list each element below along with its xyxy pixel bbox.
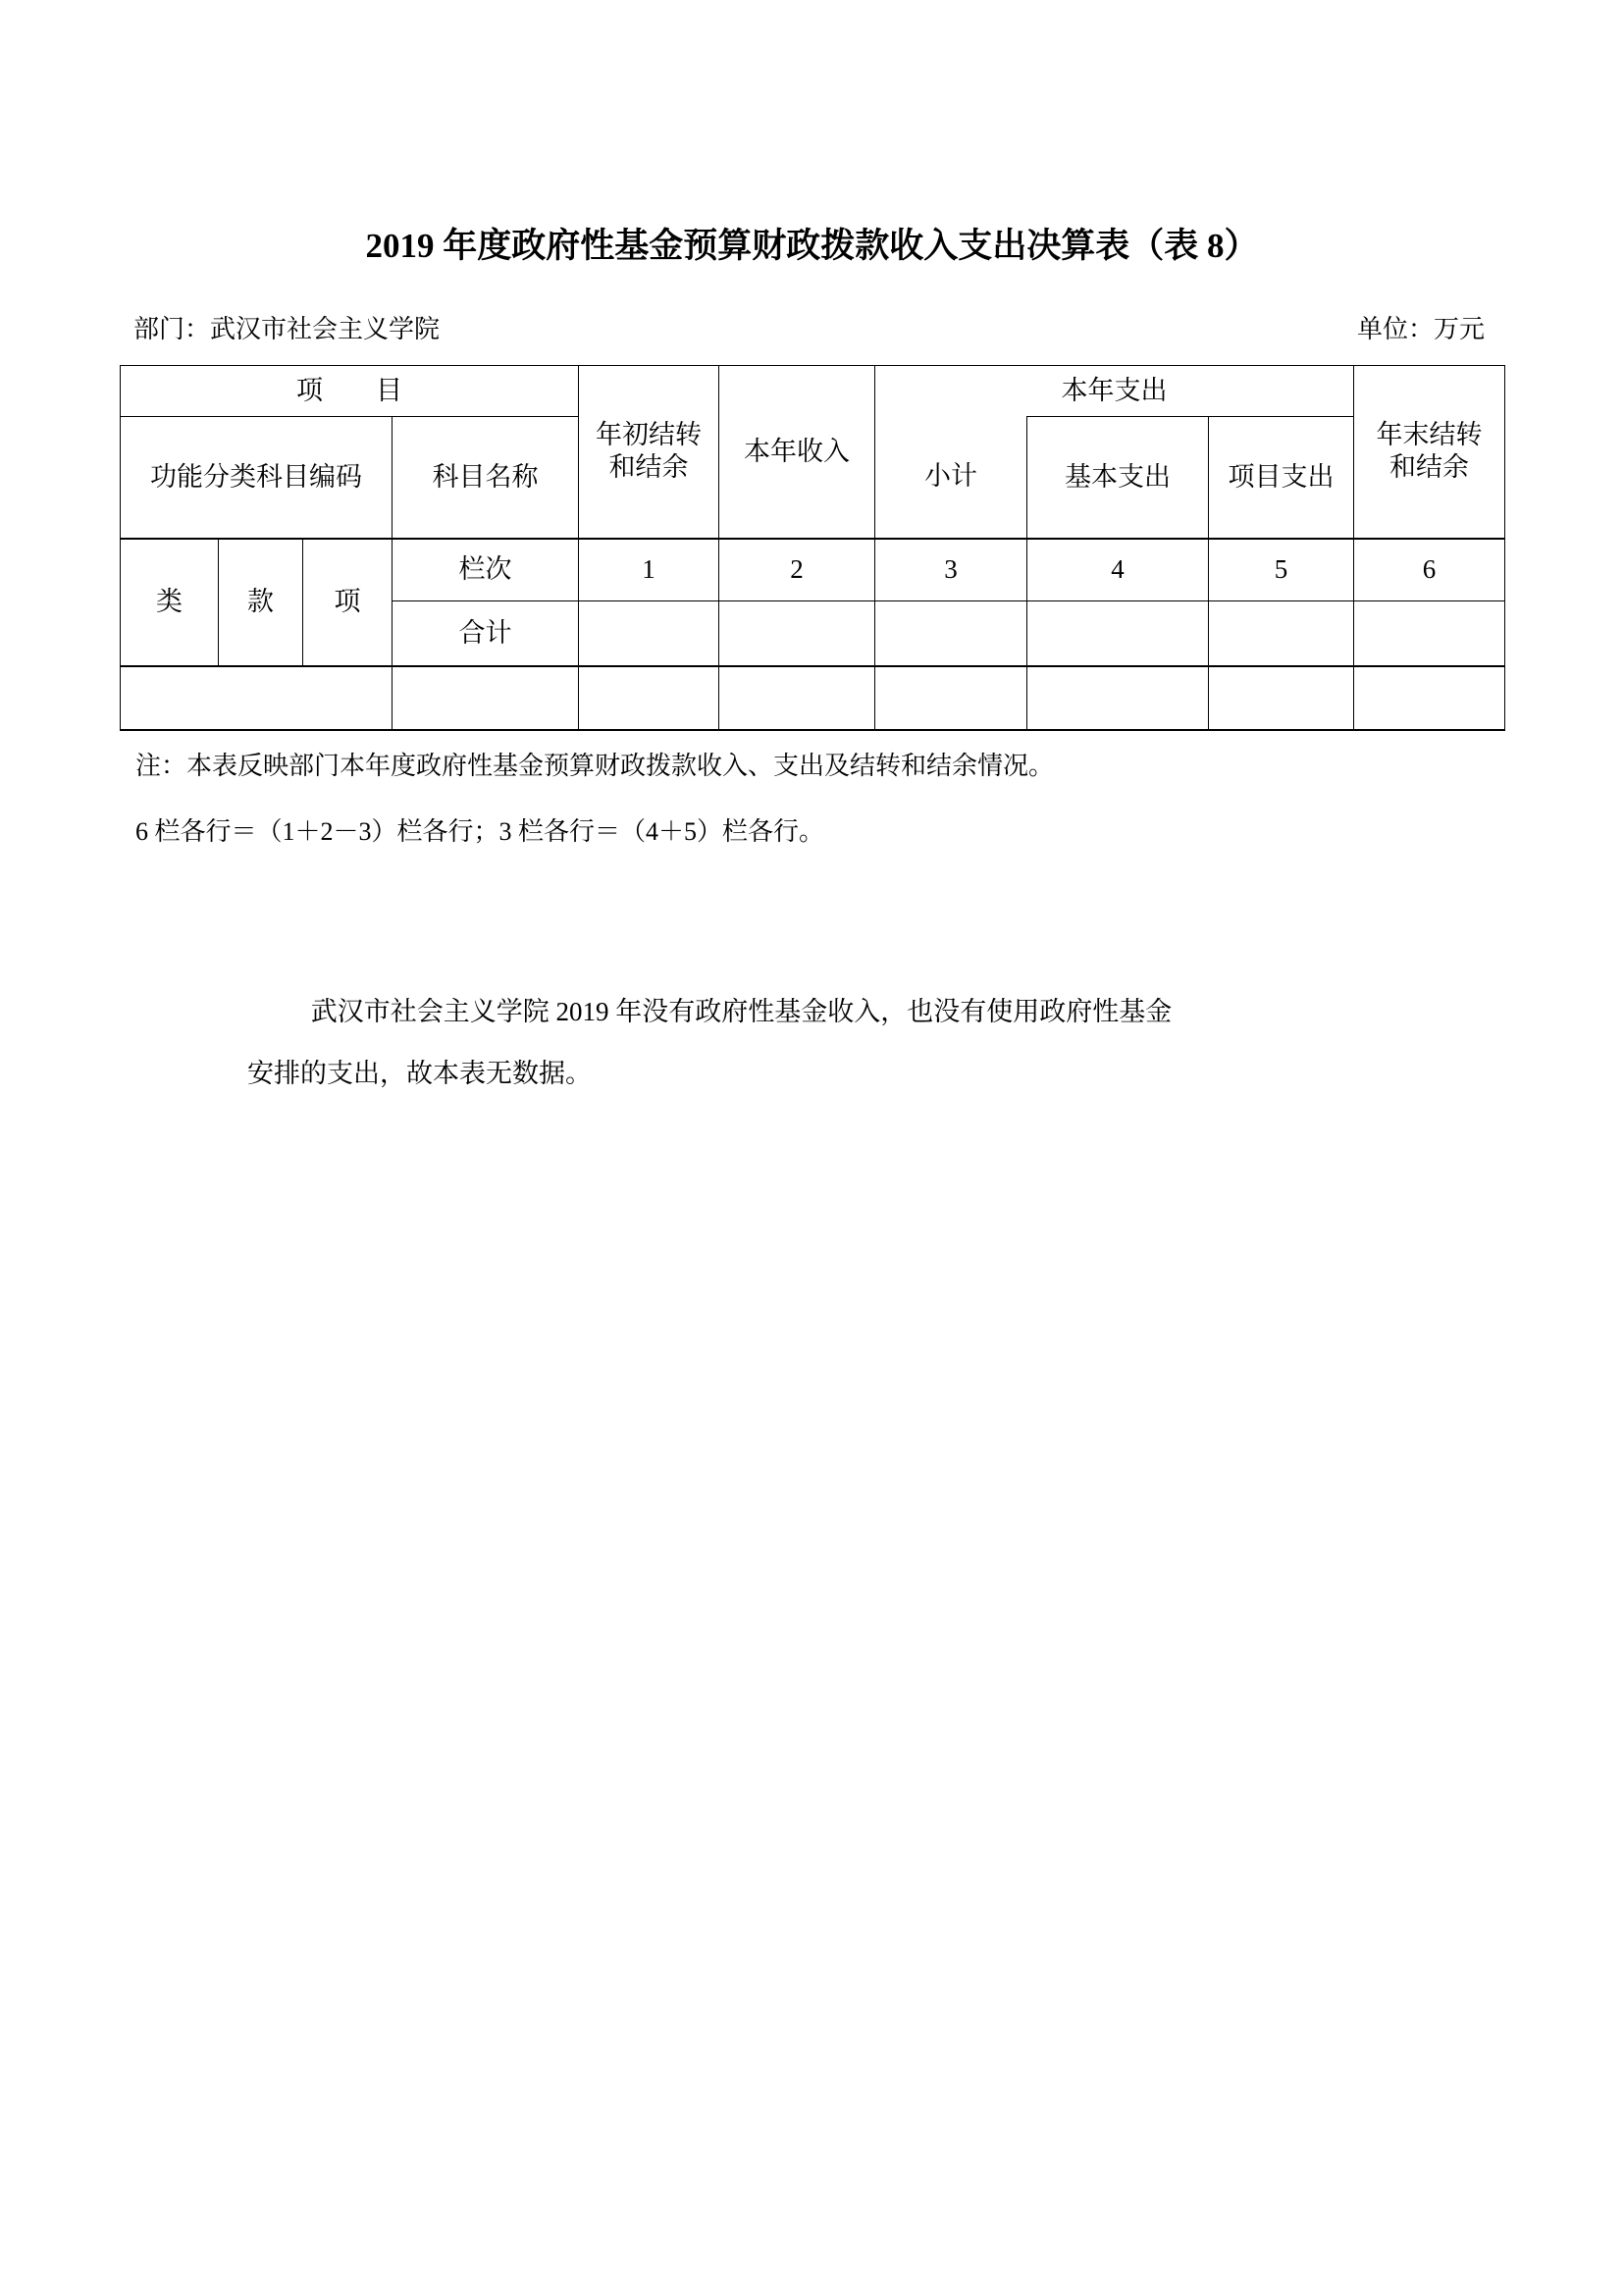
header-current-income: 本年收入: [719, 366, 875, 539]
header-project-expense: 项目支出: [1209, 417, 1354, 539]
total-cell-5: [1209, 601, 1354, 666]
closing-paragraph: [247, 981, 1386, 1105]
budget-table: [120, 365, 1505, 731]
total-cell-1: [579, 601, 719, 666]
header-basic-expense: 基本支出: [1027, 417, 1209, 539]
empty-cell-6: [1354, 666, 1505, 730]
header-project-group: 项 目: [121, 366, 579, 417]
empty-cell-1: [579, 666, 719, 730]
meta-row: [120, 314, 1504, 345]
empty-name-cell: [393, 666, 579, 730]
column-number-5: 5: [1209, 539, 1354, 601]
empty-cell-3: [875, 666, 1027, 730]
total-cell-6: [1354, 601, 1505, 666]
column-number-2: 2: [719, 539, 875, 601]
page-title: 2019 年度政府性基金预算财政拨款收入支出决算表（表 8）: [365, 227, 1259, 265]
unit-label: 单位：万元: [1356, 315, 1485, 343]
table-note: 注：本表反映部门本年度政府性基金预算财政拨款收入、支出及结转和结余情况。: [135, 752, 1055, 780]
empty-cell-5: [1209, 666, 1354, 730]
empty-cell-2: [719, 666, 875, 730]
header-yearend-balance-line2: 和结余: [1389, 452, 1470, 483]
department-label: 部门：武汉市社会主义学院: [133, 315, 441, 343]
header-begin-balance: [579, 366, 719, 539]
closing-paragraph-line2: 安排的支出，故本表无数据。: [247, 1059, 592, 1088]
header-func-code: 功能分类科目编码: [121, 417, 393, 539]
header-class: 类: [121, 539, 219, 666]
header-subject-name: 科目名称: [393, 417, 579, 539]
header-section: 款: [219, 539, 303, 666]
closing-paragraph-line1: 武汉市社会主义学院 2019 年没有政府性基金收入，也没有使用政府性基金: [310, 997, 1173, 1026]
header-item: 项: [303, 539, 393, 666]
header-begin-balance-line2: 和结余: [608, 452, 689, 483]
total-cell-3: [875, 601, 1027, 666]
empty-cell-4: [1027, 666, 1209, 730]
column-number-3: 3: [875, 539, 1027, 601]
header-column-index: 栏次: [393, 539, 579, 601]
column-number-1: 1: [579, 539, 719, 601]
header-yearend-balance-line1: 年末结转: [1376, 419, 1483, 449]
total-cell-2: [719, 601, 875, 666]
column-number-6: 6: [1354, 539, 1505, 601]
total-cell-4: [1027, 601, 1209, 666]
column-number-4: 4: [1027, 539, 1209, 601]
column-formula-note: 6 栏各行＝（1＋2－3）栏各行；3 栏各行＝（4＋5）栏各行。: [135, 817, 825, 846]
total-row-label: 合计: [393, 601, 579, 666]
header-current-expense: 本年支出: [875, 366, 1354, 417]
header-subtotal: 小计: [875, 417, 1027, 539]
header-yearend-balance: [1354, 366, 1505, 539]
header-begin-balance-line1: 年初结转: [596, 419, 702, 449]
empty-code-cell: [121, 666, 393, 730]
